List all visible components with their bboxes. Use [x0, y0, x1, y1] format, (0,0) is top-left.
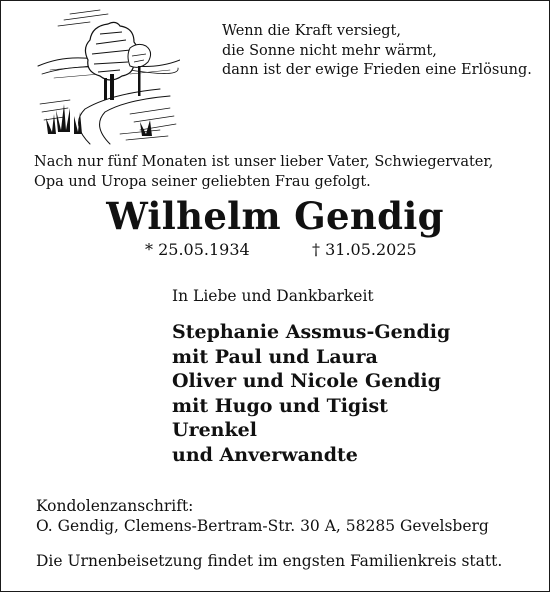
condolence-address — [36, 496, 489, 536]
mourner-line: mit Hugo und Tigist — [172, 394, 388, 417]
condolence-label: Kondolenzanschrift: — [36, 497, 194, 515]
poem-line: die Sonne nicht mehr wärmt, — [222, 42, 437, 59]
birth-date: * 25.05.1934 — [145, 240, 250, 259]
mourner-line: mit Paul und Laura — [172, 345, 378, 368]
condolence-address-line: O. Gendig, Clemens-Bertram-Str. 30 A, 58285 Gevelsberg — [36, 517, 489, 535]
mourners-list — [172, 320, 450, 468]
intro-line: Nach nur fünf Monaten ist unser lieber Vater, Schwiegervater, — [34, 154, 494, 170]
intro-line: Opa und Uropa seiner geliebten Frau gefolgt. — [34, 173, 371, 190]
mourner-line: Urenkel — [172, 419, 257, 442]
deceased-name: Wilhelm Gendig — [106, 194, 444, 238]
poem-line: dann ist der ewige Frieden eine Erlösung. — [222, 62, 532, 78]
mourner-line: und Anverwandte — [172, 443, 358, 466]
poem-line: Wenn die Kraft versiegt, — [222, 23, 401, 39]
mourner-line: Oliver und Nicole Gendig — [172, 370, 441, 393]
death-date: † 31.05.2025 — [312, 240, 417, 259]
poem — [222, 22, 542, 81]
mourner-line: Stephanie Assmus-Gendig — [172, 321, 451, 343]
intro-text — [34, 153, 534, 192]
thanks-line: In Liebe und Dankbarkeit — [172, 287, 374, 305]
tree-landscape-illustration — [30, 4, 180, 146]
burial-note: Die Urnenbeisetzung findet im engsten Familienkreis statt. — [36, 552, 503, 570]
